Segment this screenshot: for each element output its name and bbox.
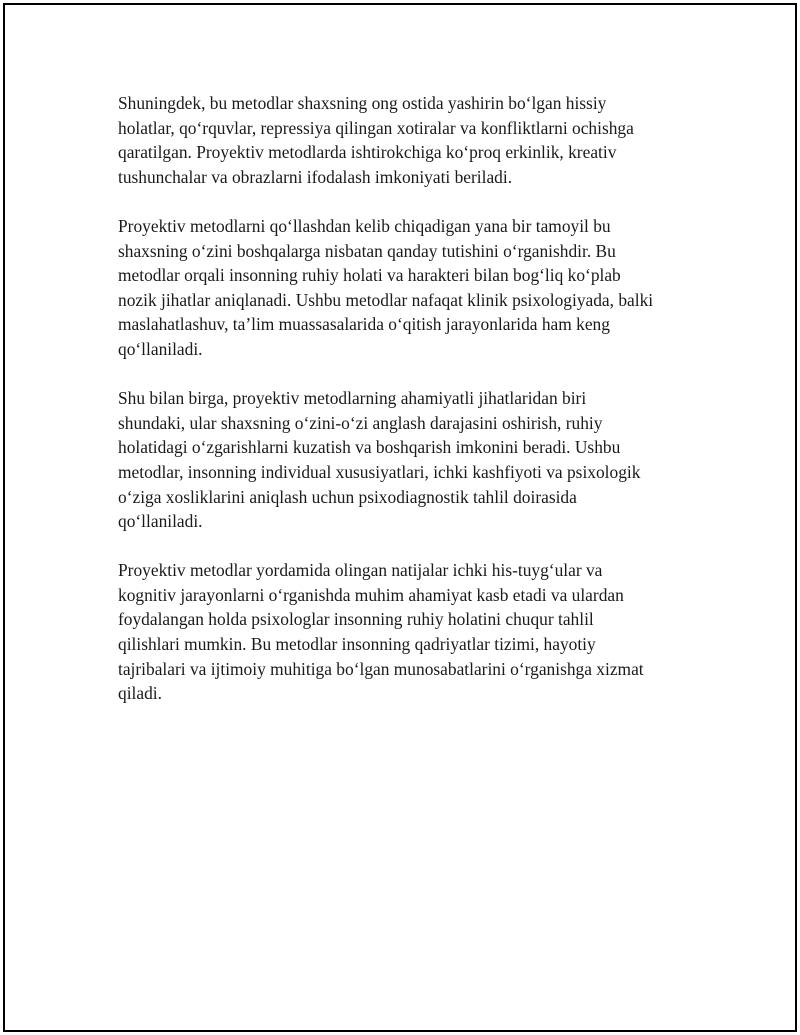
paragraph-3: Shu bilan birga, proyektiv metodlarning ahamiyatli jihatlaridan biri shundaki, ular shaxsning o‘zini-o‘zi anglash darajasini oshirish, ruhiy holatidagi o‘zgarishlarni kuzatish va boshqarish imkonini beradi. Ushbu metodlar, insonning individual xususiyatlari, ichki kashfiyoti va psixologik o‘ziga xosliklarini aniqlash uchun psixodiagnostik tahlil doirasida qo‘llaniladi. <box>118 388 641 532</box>
paragraph-1: Shuningdek, bu metodlar shaxsning ong ostida yashirin bo‘lgan hissiy holatlar, qo‘rquvlar, repressiya qilingan xotiralar va konfliktlarni ochishga qaratilgan. Proyektiv metodlarda ishtirokchiga ko‘proq erkinlik, kreativ tushunchalar va obrazlarni ifodalash imkoniyati beriladi. <box>118 93 634 187</box>
paragraph-2: Proyektiv metodlarni qo‘llashdan kelib chiqadigan yana bir tamoyil bu shaxsning o‘zini boshqalarga nisbatan qanday tutishini o‘rganishdir. Bu metodlar orqali insonning ruhiy holati va harakteri bilan bog‘liq ko‘plab nozik jihatlar aniqlanadi. Ushbu metodlar nafaqat klinik psixologiyada, balki maslahatlashuv, ta’lim muassasalarida o‘qitish jarayonlarida ham keng qo‘llaniladi. <box>118 215 654 359</box>
document-body <box>118 91 696 730</box>
paragraph-4: Proyektiv metodlar yordamida olingan natijalar ichki his-tuyg‘ular va kognitiv jarayonlarni o‘rganishda muhim ahamiyat kasb etadi va ulardan foydalangan holda psixologlar insonning ruhiy holatini chuqur tahlil qilishlari mumkin. Bu metodlar insonning qadriyatlar tizimi, hayotiy tajribalari va ijtimoiy muhitiga bo‘lgan munosabatlarini o‘rganishga xizmat qiladi. <box>118 560 644 704</box>
